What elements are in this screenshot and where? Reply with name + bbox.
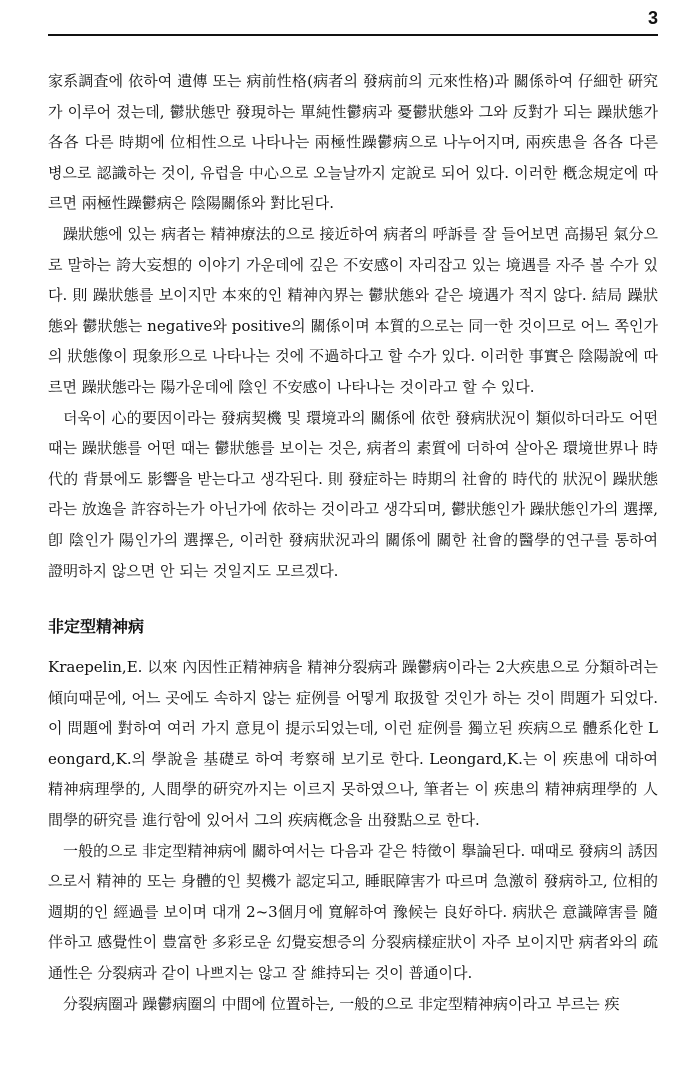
paragraph-1: 家系調査에 依하여 遺傳 또는 病前性格(病者의 發病前의 元來性格)과 關係하여 仔細한 硏究가 이루어 졌는데, 鬱狀態만 發現하는 單純性鬱病과 憂鬱狀態와 그와 反對가 되는 躁狀態가 各各 다른 時期에 位相性으로 나타나는 兩極性躁鬱病으로 나누어지며, 兩疾患을 各各 다른 병으로 認識하는 것이, 유럽을 中心으로 오늘날까지 定說로 되어 있다. 이러한 槪念規定에 따르면 兩極性躁鬱病은 陰陽關係와 對比된다. [48,72,658,213]
paragraph-3: 더욱이 心的要因이라는 發病契機 및 環境과의 關係에 依한 發病狀況이 類似하더라도 어떤 때는 躁狀態를 어떤 때는 鬱狀態를 보이는 것은, 病者의 素質에 더하여 살아온 環境世界나 時代的 背景에도 影響을 받는다고 생각된다. 則 發症하는 時期의 社會的 時代的 狀況이 躁狀態라는 放逸을 許容하는가 아닌가에 依하는 것이라고 생각되며, 鬱狀態인가 躁狀態인가의 選擇, 卽 陰인가 陽인가의 選擇은, 이러한 發病狀況과의 關係에 關한 社會的醫學的연구를 통하여 證明하지 않으면 안 되는 것일지도 모르겠다. [48,408,658,580]
header-rule [48,34,658,36]
paragraph-5: 一般的으로 非定型精神病에 關하여서는 다음과 같은 特徵이 擧論된다. 때때로 發病의 誘因으로서 精神的 또는 身體的인 契機가 認定되고, 睡眠障害가 따르며 急激히 發病하고, 位相的 週期的인 經過를 보이며 대개 2~3個月에 寬解하여 豫候는 良好하다. 病狀은 意識障害를 隨伴하고 感覺性이 豊富한 多彩로운 幻覺妄想증의 分裂病樣症狀이 자주 보이지만 病者와의 疏通性은 分裂病과 같이 나쁘지는 않고 잘 維持되는 것이 普通이다. [48,841,658,983]
paragraph-2: 躁狀態에 있는 病者는 精神療法的으로 接近하여 病者의 呼訴를 잘 들어보면 高揚된 氣分으로 말하는 誇大妄想的 이야기 가운데에 깊은 不安感이 자리잡고 있는 境遇를 자주 볼 수가 있다. 則 躁狀態를 보이지만 本來的인 精神內界는 鬱狀態와 같은 境遇가 적지 않다. 結局 躁狀態와 鬱狀態는 negative와 positive의 關係이며 本質的으로는 同一한 것이므로 어느 쪽인가의 狀態像이 現象形으로 나타나는 것에 不過하다고 할 수가 있다. 이러한 事實은 陰陽說에 따르면 躁狀態라는 陽가운데에 陰인 不安感이 나타나는 것이라고 할 수 있다. [48,224,658,396]
paragraph-6: 分裂病圈과 躁鬱病圈의 中間에 位置하는, 一般的으로 非定型精神病이라고 부르는 疾 [63,994,620,1013]
page-body [48,66,658,1019]
page-number: 3 [647,8,658,28]
section-heading: 非定型精神病 [48,617,145,637]
paragraph-4: Kraepelin,E. 以來 內因性正精神病을 精神分裂病과 躁鬱病이라는 2大疾患으로 分類하려는 傾向때문에, 어느 곳에도 속하지 않는 症例를 어떻게 取扱할 것인가 하는 것이 問題가 되었다. 이 問題에 對하여 여러 가지 意見이 提示되었는데, 이런 症例를 獨立된 疾病으로 體系化한 Leongard,K.의 學說을 基礎로 하여 考察해 보기로 한다. Leongard,K.는 이 疾患에 대하여 精神病理學的, 人間學的硏究까지는 이르지 못하였으나, 筆者는 이 疾患의 精神病理學的 人間學的硏究를 進行함에 있어서 그의 疾病槪念을 出發點으로 한다. [48,658,658,830]
